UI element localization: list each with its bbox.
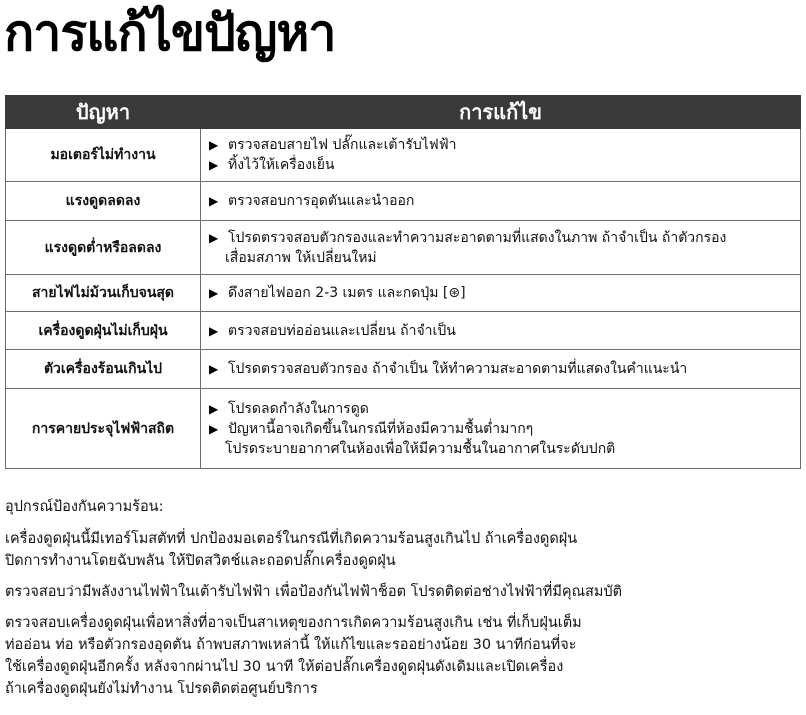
header-solution: การแก้ไข	[201, 96, 801, 129]
table-row	[6, 350, 801, 389]
bullet-arrow-icon: ▶	[209, 138, 219, 152]
solution-item: ▶ ทิ้งไว้ให้เครื่องเย็น	[209, 157, 335, 173]
table-row	[6, 182, 801, 221]
bullet-arrow-icon: ▶	[209, 230, 219, 245]
problem-cell: แรงดูดลดลง	[6, 182, 201, 221]
bullet-arrow-icon: ▶	[209, 421, 219, 436]
notes-heading: อุปกรณ์ป้องกันความร้อน:	[5, 499, 164, 515]
solution-item: ▶ โปรดตรวจสอบตัวกรอง ถ้าจำเป็น ให้ทำความสะอาดตามที่แสดงในคำแนะนำ	[209, 361, 688, 377]
solution-item: ▶ ดึงสายไฟออก 2-3 เมตร และกดปุ่ม [⊛]	[209, 285, 466, 301]
bullet-arrow-icon: ▶	[209, 323, 219, 338]
solution-cell	[201, 312, 801, 350]
solution-cell	[201, 221, 801, 275]
table-row	[6, 129, 801, 182]
solution-continuation: เสื่อมสภาพ ให้เปลี่ยนใหม่	[225, 249, 377, 266]
bullet-arrow-icon: ▶	[209, 158, 219, 172]
solution-cell	[201, 182, 801, 221]
problem-cell: ตัวเครื่องร้อนเกินไป	[6, 350, 201, 389]
bullet-arrow-icon: ▶	[209, 362, 219, 376]
table-row	[6, 389, 801, 469]
solution-item: ▶ ตรวจสอบการอุดตันและนำออก	[209, 193, 415, 209]
solution-cell	[201, 129, 801, 182]
solution-cell	[201, 350, 801, 389]
table-header-row	[6, 96, 801, 129]
notes-paragraph: เครื่องดูดฝุ่นนี้มีเทอร์โมสตัทที่ ปกป้องมอเตอร์ในกรณีที่เกิดความร้อนสูงเกินไป ถ้าเครื่องดูดฝุ่น ปิดการทำงานโดยฉับพลัน ให้ปิดสวิตช์และถอดปลั๊กเครื่องดูดฝุ่น	[5, 531, 578, 569]
notes-paragraph: ตรวจสอบเครื่องดูดฝุ่นเพื่อหาสิ่งที่อาจเป็นสาเหตุของการเกิดความร้อนสูงเกิน เช่น ที่เก็บฝุ่นเต็ม ท่ออ่อน ท่อ หรือตัวกรองอุดตัน ถ้าพบสภาพเหล่านี้ ให้แก้ไขและรออย่างน้อย 30 นาทีก่อนที่จะ ใช้เครื่องดูดฝุ่นอีกครั้ง หลังจากผ่านไป 30 นาที ให้ต่อปลั๊กเครื่องดูดฝุ่นดังเดิมและเปิดเครื่อง ถ้าเครื่องดูดฝุ่นยังไม่ทำงาน โปรดติดต่อศูนย์บริการ	[5, 615, 582, 697]
problem-cell: มอเตอร์ไม่ทำงาน	[6, 129, 201, 182]
solution-continuation: โปรดระบายอากาศในห้องเพื่อให้มีความชื้นในอากาศในระดับปกติ	[225, 440, 616, 457]
table-row	[6, 312, 801, 350]
bullet-arrow-icon: ▶	[209, 286, 219, 300]
solution-item: ▶ ปัญหานี้อาจเกิดขึ้นในกรณีที่ห้องมีความชื้นต่ำมากๆ	[209, 420, 534, 437]
solution-cell	[201, 275, 801, 312]
thermal-protection-notes	[5, 496, 801, 709]
bullet-arrow-icon: ▶	[209, 401, 219, 416]
problem-cell: การคายประจุไฟฟ้าสถิต	[6, 389, 201, 469]
problem-cell: เครื่องดูดฝุ่นไม่เก็บฝุ่น	[6, 312, 201, 350]
solution-item: ▶ โปรดตรวจสอบตัวกรองและทำความสะอาดตามที่แสดงในภาพ ถ้าจำเป็น ถ้าตัวกรอง	[209, 229, 727, 246]
header-problem: ปัญหา	[6, 96, 201, 129]
bullet-arrow-icon: ▶	[209, 194, 219, 208]
table-row	[6, 275, 801, 312]
page-title: การแก้ไขปัญหา	[4, 4, 336, 62]
problem-cell: แรงดูดต่ำหรือลดลง	[6, 221, 201, 275]
problem-cell: สายไฟไม่ม้วนเก็บจนสุด	[6, 275, 201, 312]
solution-item: ▶ ตรวจสอบสายไฟ ปลั๊กและเต้ารับไฟฟ้า	[209, 137, 457, 153]
solution-item: ▶ โปรดลดกำลังในการดูด	[209, 400, 369, 417]
table-row	[6, 221, 801, 275]
solution-item: ▶ ตรวจสอบท่ออ่อนและเปลี่ยน ถ้าจำเป็น	[209, 322, 456, 339]
troubleshooting-table	[5, 95, 801, 469]
notes-paragraph: ตรวจสอบว่ามีพลังงานไฟฟ้าในเต้ารับไฟฟ้า เพื่อป้องกันไฟฟ้าช็อต โปรดติดต่อช่างไฟฟ้าที่มีคุณสมบัติ	[5, 584, 623, 600]
solution-cell	[201, 389, 801, 469]
